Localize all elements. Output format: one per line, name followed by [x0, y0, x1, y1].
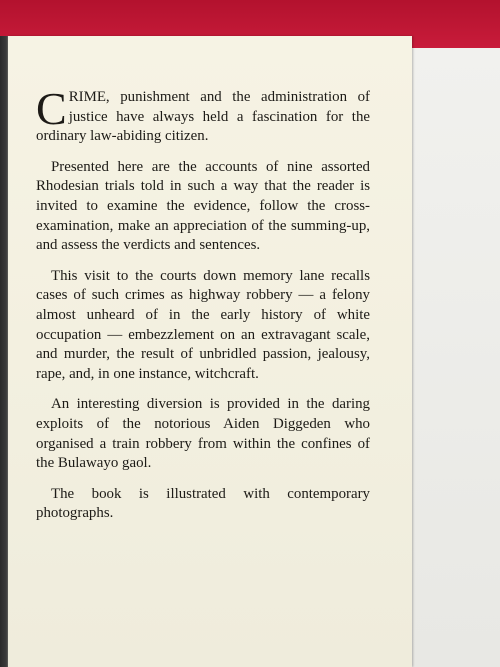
blurb-paragraph-1-text: RIME, punishment and the administration of justice have always held a fascination for the ordinary law-abiding citizen. — [36, 89, 370, 145]
blurb-paragraph-5: The book is illustrated with contemporary photographs. — [36, 485, 370, 522]
blurb-paragraph-2: Presented here are the accounts of nine assorted Rhodesian trials told in such a way that the reader is invited to examine the evidence, follow the cross-examination, make an appreciation of the summing-up, and assess the verdicts and sentences. — [36, 158, 370, 254]
blurb-paragraph-3: This visit to the courts down memory lane recalls cases of such crimes as highway robbery — a felony almost unheard of in the early history of white occupation — embezzlement on an extravagant scale, and murder, the result of unbridled passion, jealousy, rape, and, in one instance, witchcraft. — [36, 267, 370, 382]
drop-cap: C — [36, 83, 67, 134]
blurb-text — [36, 83, 370, 535]
blurb-paragraph-4: An interesting diversion is provided in the daring exploits of the notorious Aiden Diggeden who organised a train robbery from within the confines of the Bulawayo gaol. — [36, 396, 370, 472]
blurb-paragraph-1 — [36, 83, 370, 147]
white-page-background — [412, 48, 500, 667]
